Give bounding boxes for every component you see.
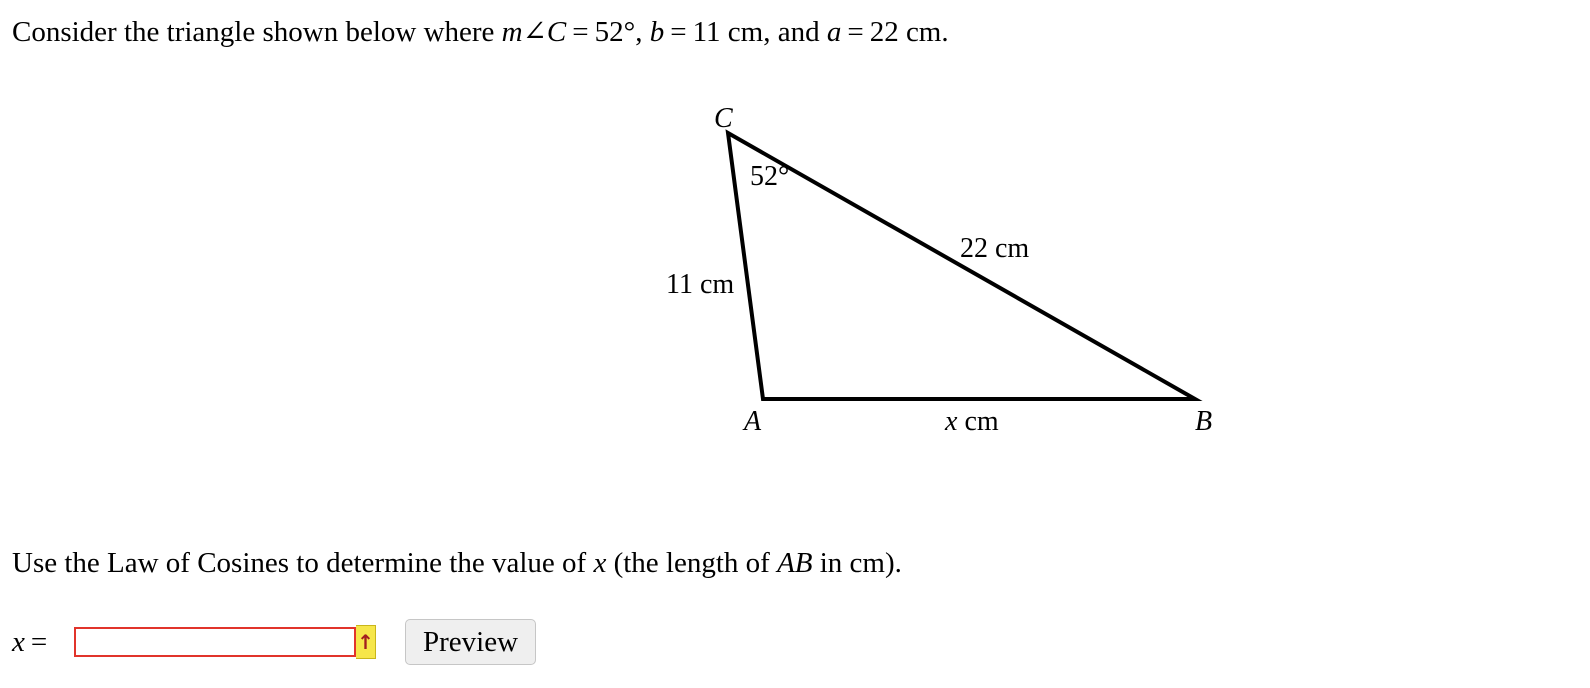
answer-row [12, 620, 536, 664]
separator: , [635, 16, 650, 48]
separator: , and [763, 16, 827, 48]
question-text [12, 543, 902, 583]
equals-sign: = [847, 16, 864, 48]
side-cb-label: 22 cm [960, 233, 1030, 264]
answer-input[interactable] [74, 627, 356, 657]
question-part: (the length of [606, 547, 778, 579]
equals-sign: = [572, 16, 589, 48]
angle-value: 52° [594, 16, 636, 48]
side-ca-label: 11 cm [666, 269, 735, 300]
question-part: in cm). [812, 547, 902, 579]
side-ab-label [944, 406, 999, 437]
side-ab-unit: cm [957, 406, 999, 437]
question-variable: x [593, 547, 607, 579]
angle-c-label: 52° [750, 161, 790, 192]
side-b-variable: b [649, 16, 665, 48]
side-a-value: 22 cm. [869, 16, 949, 48]
triangle-outline [728, 133, 1195, 399]
up-arrow-icon[interactable]: ↑ [356, 625, 376, 659]
answer-variable: x [12, 625, 25, 658]
side-ab-variable: x [945, 406, 958, 437]
vertex-label-a: A [744, 406, 762, 437]
equals-sign: = [30, 625, 48, 658]
preview-button[interactable]: Preview [405, 619, 536, 665]
side-a-variable: a [826, 16, 842, 48]
vertex-label-b: B [1195, 406, 1213, 437]
question-segment: AB [777, 547, 813, 579]
question-part: Use the Law of Cosines to determine the value of [12, 547, 594, 579]
answer-label [12, 626, 74, 659]
angle-variable: m∠C [501, 16, 567, 48]
equals-sign: = [670, 16, 687, 48]
prompt-intro: Consider the triangle shown below where [12, 16, 502, 48]
vertex-label-c: C [714, 103, 733, 134]
side-b-value: 11 cm [692, 16, 764, 48]
